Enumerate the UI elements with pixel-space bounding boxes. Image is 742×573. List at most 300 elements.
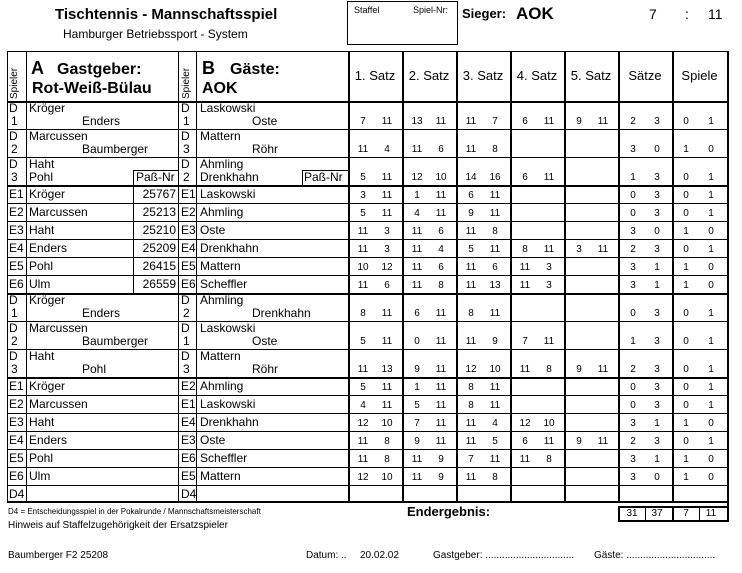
spiele-away: 1 xyxy=(708,308,714,319)
set-score-home: 11 xyxy=(465,280,477,291)
saetze-away: 3 xyxy=(654,116,660,127)
final-score-home: 7 xyxy=(649,6,657,22)
set-score-away: 11 xyxy=(597,364,609,375)
set-score-away: 11 xyxy=(597,436,609,447)
home-key: E5 xyxy=(9,451,24,465)
home-key-num: 3 xyxy=(11,170,18,184)
set-border xyxy=(402,51,404,501)
set-score-home: 5 xyxy=(414,400,420,411)
spiele-border xyxy=(672,51,674,501)
away-key-num: 2 xyxy=(183,170,190,184)
set-score-away: 11 xyxy=(381,190,393,201)
set-score-home: 6 xyxy=(522,172,528,183)
saetze-away: 1 xyxy=(654,454,660,465)
set-score-home: 5 xyxy=(360,336,366,347)
set-border xyxy=(618,51,620,501)
row-line xyxy=(7,349,727,350)
spiele-away: 1 xyxy=(708,116,714,127)
spiele-home: 0 xyxy=(683,244,689,255)
saetze-home: 3 xyxy=(630,454,636,465)
away-key: E1 xyxy=(181,187,196,201)
home-player: Haht xyxy=(29,223,55,237)
home-key: D xyxy=(9,101,18,115)
set-score-away: 11 xyxy=(381,172,393,183)
spiele-home: 0 xyxy=(683,336,689,347)
set-score-home: 6 xyxy=(468,190,474,201)
grid-line xyxy=(196,51,197,501)
set-score-home: 11 xyxy=(357,226,369,237)
home-key: D xyxy=(9,293,18,307)
set-score-away: 10 xyxy=(489,364,501,375)
pass-nr: 25767 xyxy=(142,187,176,201)
saetze-home: 0 xyxy=(630,308,636,319)
away-key-num: 3 xyxy=(183,362,190,376)
away-player: Oste xyxy=(200,223,226,237)
sheet-title: Tischtennis - Mannschaftsspiel xyxy=(55,6,278,23)
d4-note: D4 = Entscheidungsspiel in der Pokalrunde / Mannschaftsmeisterschaft xyxy=(8,507,261,516)
away-key-num: 1 xyxy=(183,114,190,128)
set-score-home: 4 xyxy=(414,208,420,219)
set-header: 5. Satz xyxy=(570,68,612,83)
set-score-home: 9 xyxy=(414,436,420,447)
set-score-away: 11 xyxy=(543,436,555,447)
away-player: Drenkhahn xyxy=(252,306,311,320)
set-score-away: 9 xyxy=(492,336,498,347)
home-key: E4 xyxy=(9,241,24,255)
row-line xyxy=(7,275,727,276)
set-score-away: 11 xyxy=(489,244,501,255)
spiele-away: 0 xyxy=(708,472,714,483)
set-score-home: 8 xyxy=(468,308,474,319)
gaeste-signature: Gäste: ................................ xyxy=(594,550,716,561)
set-score-home: 8 xyxy=(360,308,366,319)
saetze-home: 2 xyxy=(630,244,636,255)
saetze-away: 3 xyxy=(654,208,660,219)
datum-label: Datum: .. xyxy=(306,550,347,561)
pass-nr: 26415 xyxy=(142,259,176,273)
away-player: Mattern xyxy=(200,469,241,483)
saetze-away: 3 xyxy=(654,400,660,411)
home-key: D xyxy=(9,157,18,171)
totals-border xyxy=(727,502,729,522)
pass-line xyxy=(302,170,303,185)
grid-left-border xyxy=(7,51,8,501)
away-player: Drenkhahn xyxy=(200,241,259,255)
datum-value: 20.02.02 xyxy=(360,550,399,561)
set-score-away: 16 xyxy=(489,172,501,183)
away-key: D xyxy=(181,321,190,335)
spiele-home: 0 xyxy=(683,382,689,393)
set-score-home: 3 xyxy=(576,244,582,255)
home-key: D xyxy=(9,321,18,335)
staffel-box xyxy=(347,1,458,45)
saetze-home: 3 xyxy=(630,144,636,155)
away-player: Laskowski xyxy=(200,397,256,411)
away-key: D4 xyxy=(181,487,197,501)
pass-line xyxy=(133,170,134,185)
totals-bottom xyxy=(618,520,728,522)
set-score-away: 11 xyxy=(543,172,555,183)
row-line xyxy=(7,467,727,468)
home-player: Enders xyxy=(82,306,121,320)
saetze-away: 3 xyxy=(654,244,660,255)
set-score-home: 11 xyxy=(357,436,369,447)
saetze-away: 0 xyxy=(654,472,660,483)
away-player: Drenkhahn xyxy=(200,415,259,429)
away-player: Scheffler xyxy=(200,451,248,465)
set-score-home: 11 xyxy=(411,244,423,255)
home-player: Marcussen xyxy=(29,205,88,219)
set-score-home: 11 xyxy=(411,144,423,155)
set-score-away: 11 xyxy=(381,400,393,411)
set-score-home: 7 xyxy=(414,418,420,429)
row-line xyxy=(7,395,727,396)
spiele-home: 0 xyxy=(683,172,689,183)
set-header: 1. Satz xyxy=(354,68,396,83)
home-key: E2 xyxy=(9,397,24,411)
set-score-away: 8 xyxy=(492,472,498,483)
saetze-home: 0 xyxy=(630,382,636,393)
set-score-home: 12 xyxy=(357,418,369,429)
set-score-away: 10 xyxy=(435,172,447,183)
spiele-home: 0 xyxy=(683,208,689,219)
away-player: Laskowski xyxy=(200,101,256,115)
total-saetze-away: 37 xyxy=(651,508,663,519)
spiele-away: 1 xyxy=(708,382,714,393)
row-line xyxy=(7,157,727,158)
set-score-home: 11 xyxy=(357,144,369,155)
saetze-away: 0 xyxy=(654,144,660,155)
set-score-away: 13 xyxy=(381,364,393,375)
spiele-home: 1 xyxy=(683,472,689,483)
home-key: D xyxy=(9,349,18,363)
set-score-away: 11 xyxy=(381,116,393,127)
set-score-away: 8 xyxy=(492,144,498,155)
away-player: Oste xyxy=(200,433,226,447)
home-player: Haht xyxy=(29,415,55,429)
spiele-away: 0 xyxy=(708,454,714,465)
ersatz-hint: Hinweis auf Staffelzugehörigkeit der Ersatzspieler xyxy=(8,520,228,531)
saetze-home: 1 xyxy=(630,336,636,347)
set-score-home: 7 xyxy=(360,116,366,127)
set-score-away: 5 xyxy=(492,436,498,447)
away-key: E5 xyxy=(181,259,196,273)
set-score-away: 10 xyxy=(381,472,393,483)
home-key-num: 1 xyxy=(11,114,18,128)
set-score-away: 11 xyxy=(435,418,447,429)
set-score-away: 11 xyxy=(435,336,447,347)
away-player: Ahmling xyxy=(200,205,244,219)
staffel-label: Staffel xyxy=(354,5,380,15)
pass-nr: 26559 xyxy=(142,277,176,291)
away-team: AOK xyxy=(202,80,238,97)
set-score-away: 6 xyxy=(384,280,390,291)
home-key: E6 xyxy=(9,277,24,291)
group-separator xyxy=(7,293,727,295)
set-score-away: 8 xyxy=(438,280,444,291)
away-key: D xyxy=(181,129,190,143)
away-key: E4 xyxy=(181,415,196,429)
away-player: Ahmling xyxy=(200,157,244,171)
set-score-home: 11 xyxy=(519,280,531,291)
away-player: Röhr xyxy=(252,142,279,156)
set-score-home: 8 xyxy=(468,382,474,393)
home-key: E5 xyxy=(9,259,24,273)
group-separator xyxy=(7,185,727,187)
set-score-home: 11 xyxy=(357,364,369,375)
set-score-home: 14 xyxy=(465,172,477,183)
set-score-away: 11 xyxy=(489,308,501,319)
set-score-away: 11 xyxy=(489,400,501,411)
set-score-home: 1 xyxy=(414,382,420,393)
set-score-home: 11 xyxy=(465,436,477,447)
away-player: Laskowski xyxy=(200,321,256,335)
spiele-home: 0 xyxy=(683,436,689,447)
home-player: Marcussen xyxy=(29,129,88,143)
set-border xyxy=(456,51,458,501)
pass-line xyxy=(133,239,134,257)
row-line xyxy=(7,129,727,130)
set-score-home: 5 xyxy=(360,208,366,219)
set-score-home: 11 xyxy=(519,364,531,375)
set-header: 4. Satz xyxy=(516,68,558,83)
row-line xyxy=(7,257,727,258)
sieger-value: AOK xyxy=(516,4,554,23)
totals-border xyxy=(618,506,620,520)
set-score-home: 3 xyxy=(360,190,366,201)
home-player: Kröger xyxy=(29,187,66,201)
spiele-away: 0 xyxy=(708,144,714,155)
home-player: Haht xyxy=(29,157,55,171)
set-score-home: 11 xyxy=(465,226,477,237)
spiele-away: 0 xyxy=(708,418,714,429)
away-label: Gäste: xyxy=(230,61,280,78)
spiele-away: 1 xyxy=(708,364,714,375)
saetze-home: 3 xyxy=(630,472,636,483)
set-border xyxy=(564,51,566,501)
pass-nr-header-home: Paß-Nr xyxy=(136,170,175,184)
spiele-home: 0 xyxy=(683,116,689,127)
set-score-away: 11 xyxy=(543,244,555,255)
home-player: Enders xyxy=(82,114,121,128)
home-player: Baumberger xyxy=(82,142,149,156)
set-score-home: 1 xyxy=(414,190,420,201)
home-player: Enders xyxy=(29,241,68,255)
set-score-away: 11 xyxy=(489,208,501,219)
set-score-away: 12 xyxy=(381,262,393,273)
set-score-away: 3 xyxy=(384,226,390,237)
row-line xyxy=(7,431,727,432)
saetze-away: 3 xyxy=(654,308,660,319)
home-label: Gastgeber: xyxy=(57,61,142,78)
spiele-away: 0 xyxy=(708,262,714,273)
set-score-home: 11 xyxy=(411,280,423,291)
set-score-away: 11 xyxy=(435,208,447,219)
home-key: E3 xyxy=(9,415,24,429)
set-score-home: 9 xyxy=(468,208,474,219)
set-score-home: 11 xyxy=(519,262,531,273)
set-score-home: 11 xyxy=(465,418,477,429)
set-score-home: 7 xyxy=(522,336,528,347)
set-score-away: 3 xyxy=(546,262,552,273)
saetze-home: 3 xyxy=(630,262,636,273)
set-score-home: 6 xyxy=(522,436,528,447)
set-score-home: 0 xyxy=(414,336,420,347)
set-score-away: 11 xyxy=(435,308,447,319)
saetze-away: 1 xyxy=(654,262,660,273)
sheet-subtitle: Hamburger Betriebssport - System xyxy=(63,27,248,41)
saetze-away: 3 xyxy=(654,172,660,183)
saetze-home: 1 xyxy=(630,172,636,183)
set-score-away: 10 xyxy=(543,418,555,429)
saetze-home: 2 xyxy=(630,436,636,447)
sieger-label: Sieger: xyxy=(462,6,507,21)
home-player: Haht xyxy=(29,349,55,363)
home-player: Ulm xyxy=(29,277,51,291)
set-score-home: 4 xyxy=(360,400,366,411)
set-score-home: 11 xyxy=(411,454,423,465)
set-border xyxy=(510,51,512,501)
away-player: Mattern xyxy=(200,129,241,143)
home-key: E2 xyxy=(9,205,24,219)
totals-divider xyxy=(645,506,646,520)
set-score-away: 10 xyxy=(381,418,393,429)
row-line xyxy=(7,203,727,204)
away-key: D xyxy=(181,293,190,307)
home-key: E4 xyxy=(9,433,24,447)
spiele-home: 0 xyxy=(683,400,689,411)
home-key: D4 xyxy=(9,487,25,501)
set-score-away: 9 xyxy=(438,454,444,465)
grid-line xyxy=(178,51,179,501)
saetze-home: 3 xyxy=(630,226,636,237)
home-player: Enders xyxy=(29,433,68,447)
set-score-away: 11 xyxy=(597,244,609,255)
set-score-home: 11 xyxy=(411,226,423,237)
set-score-home: 8 xyxy=(522,244,528,255)
row-line xyxy=(7,413,727,414)
saetze-away: 3 xyxy=(654,364,660,375)
row-line xyxy=(7,221,727,222)
away-key: E2 xyxy=(181,379,196,393)
spiele-home: 1 xyxy=(683,262,689,273)
spiele-home: 1 xyxy=(683,226,689,237)
set-score-away: 3 xyxy=(384,244,390,255)
home-key: E1 xyxy=(9,379,24,393)
set-score-away: 4 xyxy=(492,418,498,429)
away-key: E1 xyxy=(181,397,196,411)
total-spiele-home: 7 xyxy=(683,508,689,519)
set-score-home: 11 xyxy=(465,472,477,483)
saetze-away: 1 xyxy=(654,280,660,291)
saetze-away: 1 xyxy=(654,418,660,429)
set-score-away: 11 xyxy=(489,382,501,393)
spiele-home: 0 xyxy=(683,190,689,201)
home-key: E6 xyxy=(9,469,24,483)
set-score-away: 11 xyxy=(597,116,609,127)
set-score-home: 5 xyxy=(360,382,366,393)
total-spiele-away: 11 xyxy=(705,508,717,519)
set-score-home: 11 xyxy=(411,472,423,483)
spiele-away: 1 xyxy=(708,244,714,255)
home-key-num: 1 xyxy=(11,306,18,320)
set-score-away: 8 xyxy=(384,454,390,465)
spiele-away: 1 xyxy=(708,436,714,447)
totals-divider xyxy=(699,506,700,520)
away-player: Ahmling xyxy=(200,293,244,307)
set-score-home: 12 xyxy=(357,472,369,483)
set-score-home: 11 xyxy=(465,116,477,127)
set-score-away: 8 xyxy=(546,454,552,465)
spiele-away: 1 xyxy=(708,172,714,183)
set-score-away: 9 xyxy=(438,472,444,483)
pass-line xyxy=(133,203,134,221)
endergebnis-label: Endergebnis: xyxy=(407,504,491,519)
set-score-home: 11 xyxy=(519,454,531,465)
saetze-away: 3 xyxy=(654,436,660,447)
pass-line xyxy=(133,275,134,293)
away-key: E5 xyxy=(181,469,196,483)
away-player: Ahmling xyxy=(200,379,244,393)
home-player: Marcussen xyxy=(29,321,88,335)
away-key: D xyxy=(181,101,190,115)
saetze-home: 0 xyxy=(630,400,636,411)
saetze-home: 0 xyxy=(630,208,636,219)
away-key: D xyxy=(181,349,190,363)
final-score-away: 11 xyxy=(708,6,723,22)
set-score-away: 11 xyxy=(435,382,447,393)
set-score-home: 11 xyxy=(357,454,369,465)
grid-line xyxy=(26,51,27,501)
row-line xyxy=(7,449,727,450)
home-player: Pohl xyxy=(29,259,54,273)
away-player: Scheffler xyxy=(200,277,248,291)
group-separator xyxy=(7,377,727,379)
set-score-home: 12 xyxy=(411,172,423,183)
row-line xyxy=(7,321,727,322)
away-player: Drenkhahn xyxy=(200,170,259,184)
set-score-away: 6 xyxy=(438,262,444,273)
set-score-away: 3 xyxy=(546,280,552,291)
spieler-header-away: Spieler xyxy=(181,67,192,99)
saetze-away: 3 xyxy=(654,336,660,347)
home-player: Kröger xyxy=(29,293,66,307)
away-player: Mattern xyxy=(200,349,241,363)
grid-bottom-border xyxy=(7,501,727,503)
row-line xyxy=(7,239,727,240)
set-score-home: 11 xyxy=(465,144,477,155)
grid-right-border xyxy=(727,51,729,502)
away-key: E3 xyxy=(181,223,196,237)
set-score-away: 11 xyxy=(381,336,393,347)
home-player: Kröger xyxy=(29,101,66,115)
spiele-home: 1 xyxy=(683,280,689,291)
set-score-away: 4 xyxy=(384,144,390,155)
set-score-away: 11 xyxy=(381,308,393,319)
home-key-num: 2 xyxy=(11,142,18,156)
saetze-away: 3 xyxy=(654,382,660,393)
home-key-num: 3 xyxy=(11,362,18,376)
away-player: Oste xyxy=(252,334,278,348)
pass-nr-header-away: Paß-Nr xyxy=(304,170,343,184)
set-score-home: 11 xyxy=(465,336,477,347)
spiele-away: 1 xyxy=(708,208,714,219)
row-line xyxy=(7,485,727,486)
set-score-away: 4 xyxy=(438,244,444,255)
away-player: Laskowski xyxy=(200,187,256,201)
away-key: E2 xyxy=(181,205,196,219)
pass-nr: 25213 xyxy=(142,205,176,219)
